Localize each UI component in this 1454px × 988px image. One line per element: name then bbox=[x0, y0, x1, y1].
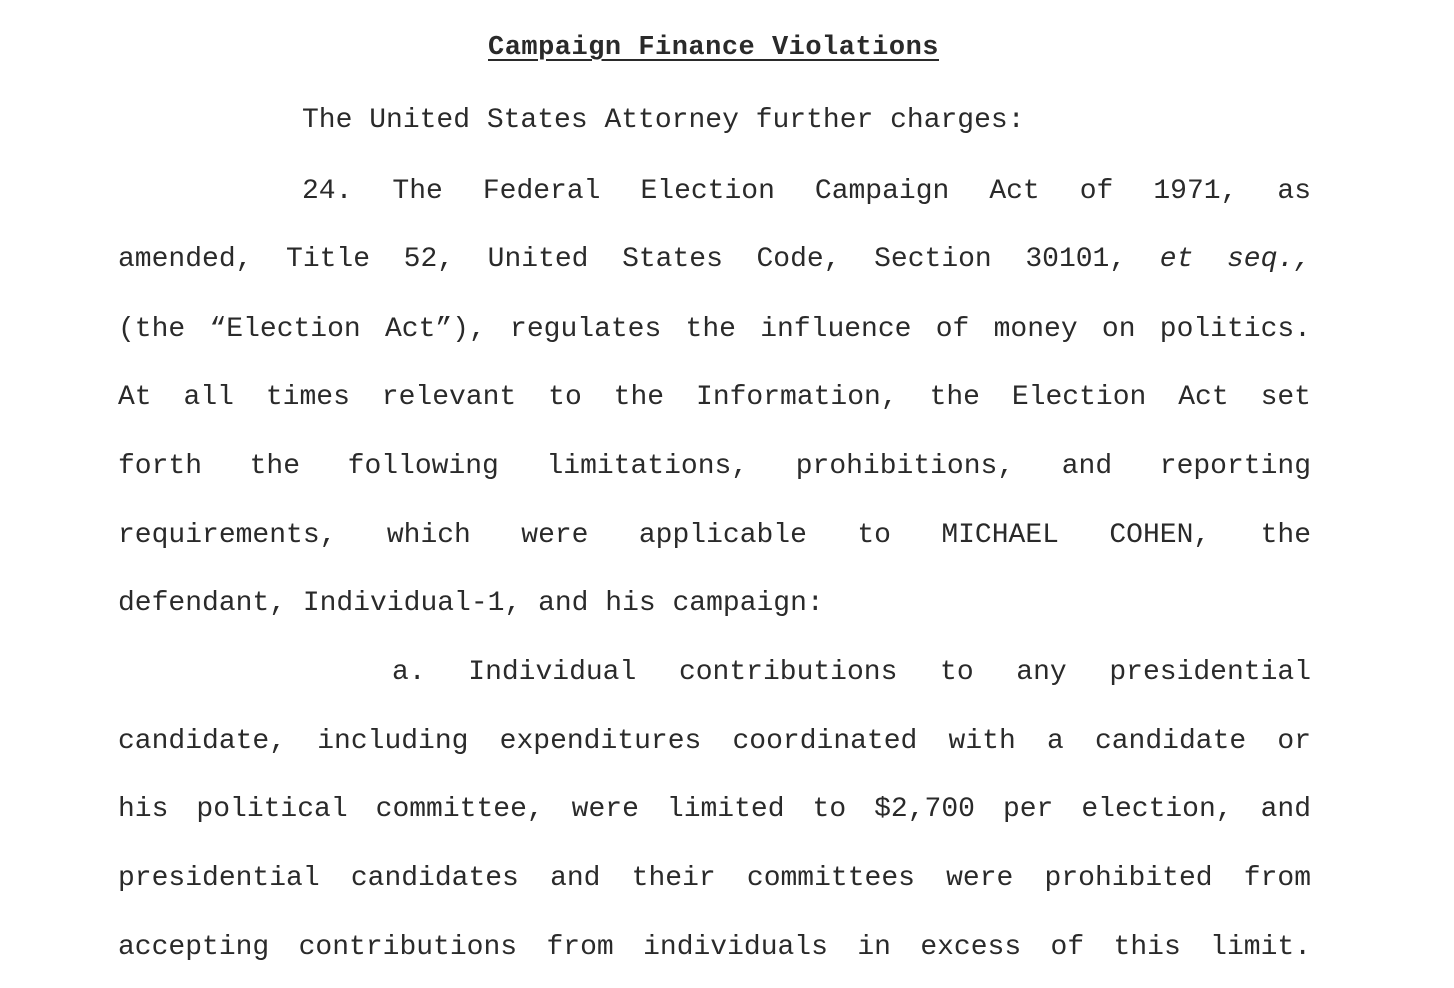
section-heading bbox=[0, 28, 1427, 68]
paragraph-24-line-2-text: amended, Title 52, United States Code, Section 30101, bbox=[118, 244, 1127, 275]
paragraph-24-line-6: requirements, which were applicable to MICHAEL COHEN, the bbox=[118, 520, 1311, 551]
paragraph-24-line-5: forth the following limitations, prohibitions, and reporting bbox=[118, 451, 1311, 482]
paragraph-24-line-2 bbox=[118, 240, 1311, 280]
paragraph-24-line-1: 24. The Federal Election Campaign Act of 1971, as bbox=[302, 176, 1311, 207]
item-a-line-1: a. Individual contributions to any presidential bbox=[392, 657, 1311, 688]
item-a-line-2: candidate, including expenditures coordinated with a candidate or bbox=[118, 726, 1311, 757]
paragraph-24-line-3: (the “Election Act”), regulates the influence of money on politics. bbox=[118, 314, 1311, 345]
section-heading-text: Campaign Finance Violations bbox=[488, 33, 939, 63]
item-a-line-4: presidential candidates and their committees were prohibited from bbox=[118, 863, 1311, 894]
item-a-line-5: accepting contributions from individuals in excess of this limit. bbox=[118, 932, 1311, 963]
paragraph-24-line-7: defendant, Individual-1, and his campaign: bbox=[118, 588, 824, 619]
item-a-line-3: his political committee, were limited to $2,700 per election, and bbox=[118, 794, 1311, 825]
et-seq-italic: et seq., bbox=[1159, 244, 1312, 275]
intro-line: The United States Attorney further charges: bbox=[302, 105, 1025, 136]
paragraph-24-line-4: At all times relevant to the Information, the Election Act set bbox=[118, 382, 1311, 413]
